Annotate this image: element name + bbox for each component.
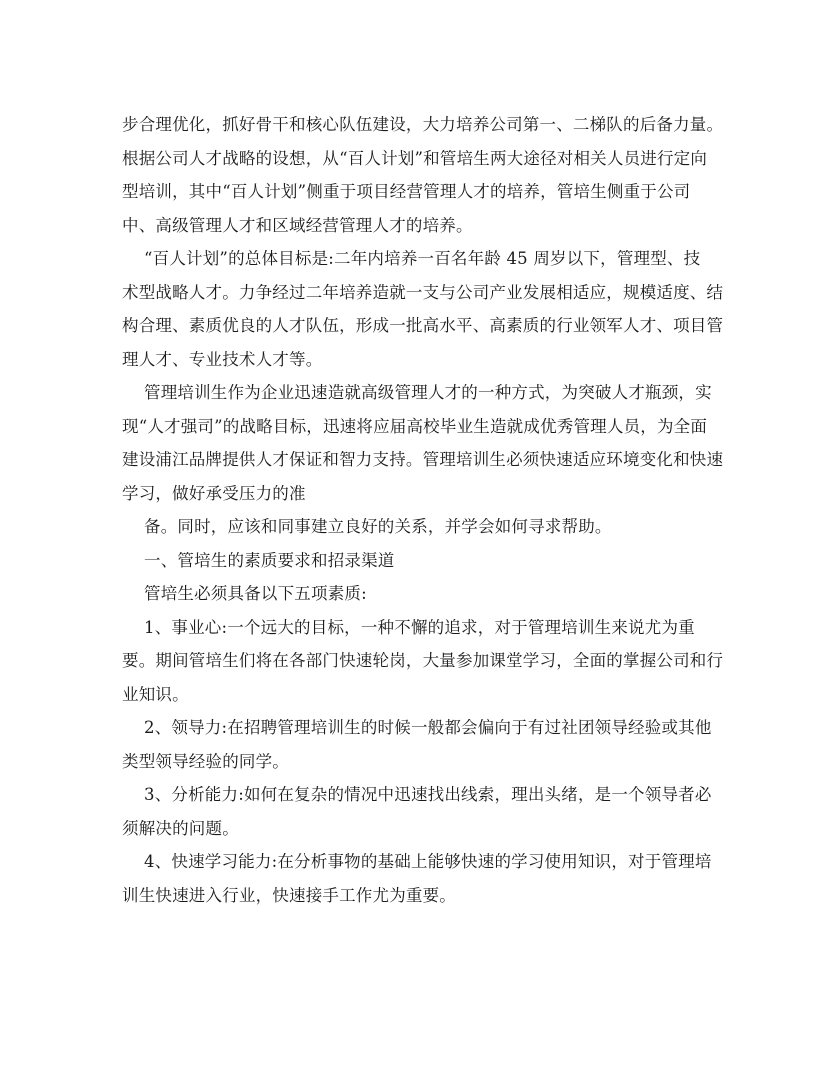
text-line: 类型领导经验的同学。 (122, 751, 289, 771)
text-line: 备。同时，应该和同事建立良好的关系，并学会如何寻求帮助。 (144, 517, 612, 536)
text-line: 2、领导力:在招聘管理培训生的时候一般都会偏向于有过社团领导经验或其他 (144, 718, 712, 737)
text-line: 一、管培生的素质要求和招录渠道 (144, 550, 395, 570)
text-line: 4、快速学习能力:在分析事物的基础上能够快速的学习使用知识，对于管理培 (144, 852, 712, 871)
text-line: “百人计划”的总体目标是:二年内培养一百名年龄 45 周岁以下，管理型、技 (144, 249, 701, 268)
text-line: 管培生必须具备以下五项素质: (144, 584, 367, 603)
text-line: 术型战略人才。力争经过二年培养造就一支与公司产业发展相适应，规模适度、结 (122, 282, 724, 302)
text-line: 学习，做好承受压力的准 (122, 483, 306, 503)
text-line: 构合理、素质优良的人才队伍，形成一批高水平、高素质的行业领军人才、项目管 (122, 316, 724, 335)
text-line: 中、高级管理人才和区域经营管理人才的培养。 (122, 215, 473, 235)
text-line: 理人才、专业技术人才等。 (122, 349, 323, 369)
text-line: 须解决的问题。 (122, 818, 239, 838)
text-line: 型培训，其中“百人计划”侧重于项目经营管理人才的培养，管培生侧重于公司 (122, 182, 691, 201)
text-line: 1、事业心:一个远大的目标，一种不懈的追求，对于管理培训生来说尤为重 (144, 617, 695, 637)
text-line: 现“人才强司”的战略目标，迅速将应届高校毕业生造就成优秀管理人员，为全面 (122, 416, 708, 436)
text-line: 训生快速进入行业，快速接手工作尤为重要。 (122, 885, 456, 905)
text-line: 管理培训生作为企业迅速造就高级管理人才的一种方式，为突破人才瓶颈，实 (144, 383, 712, 402)
text-line: 根据公司人才战略的设想，从“百人计划”和管培生两大途径对相关人员进行定向 (122, 148, 708, 168)
text-line: 3、分析能力:如何在复杂的情况中迅速找出线索，理出头绪，是一个领导者必 (144, 785, 712, 804)
text-line: 步合理优化，抓好骨干和核心队伍建设，大力培养公司第一、二梯队的后备力量。 (122, 115, 724, 134)
text-line: 业知识。 (122, 684, 189, 704)
document-body (122, 108, 724, 912)
text-line: 要。期间管培生们将在各部门快速轮岗，大量参加课堂学习，全面的掌握公司和行 (122, 651, 724, 670)
text-line: 建设浦江品牌提供人才保证和智力支持。管理培训生必须快速适应环境变化和快速 (122, 450, 724, 469)
